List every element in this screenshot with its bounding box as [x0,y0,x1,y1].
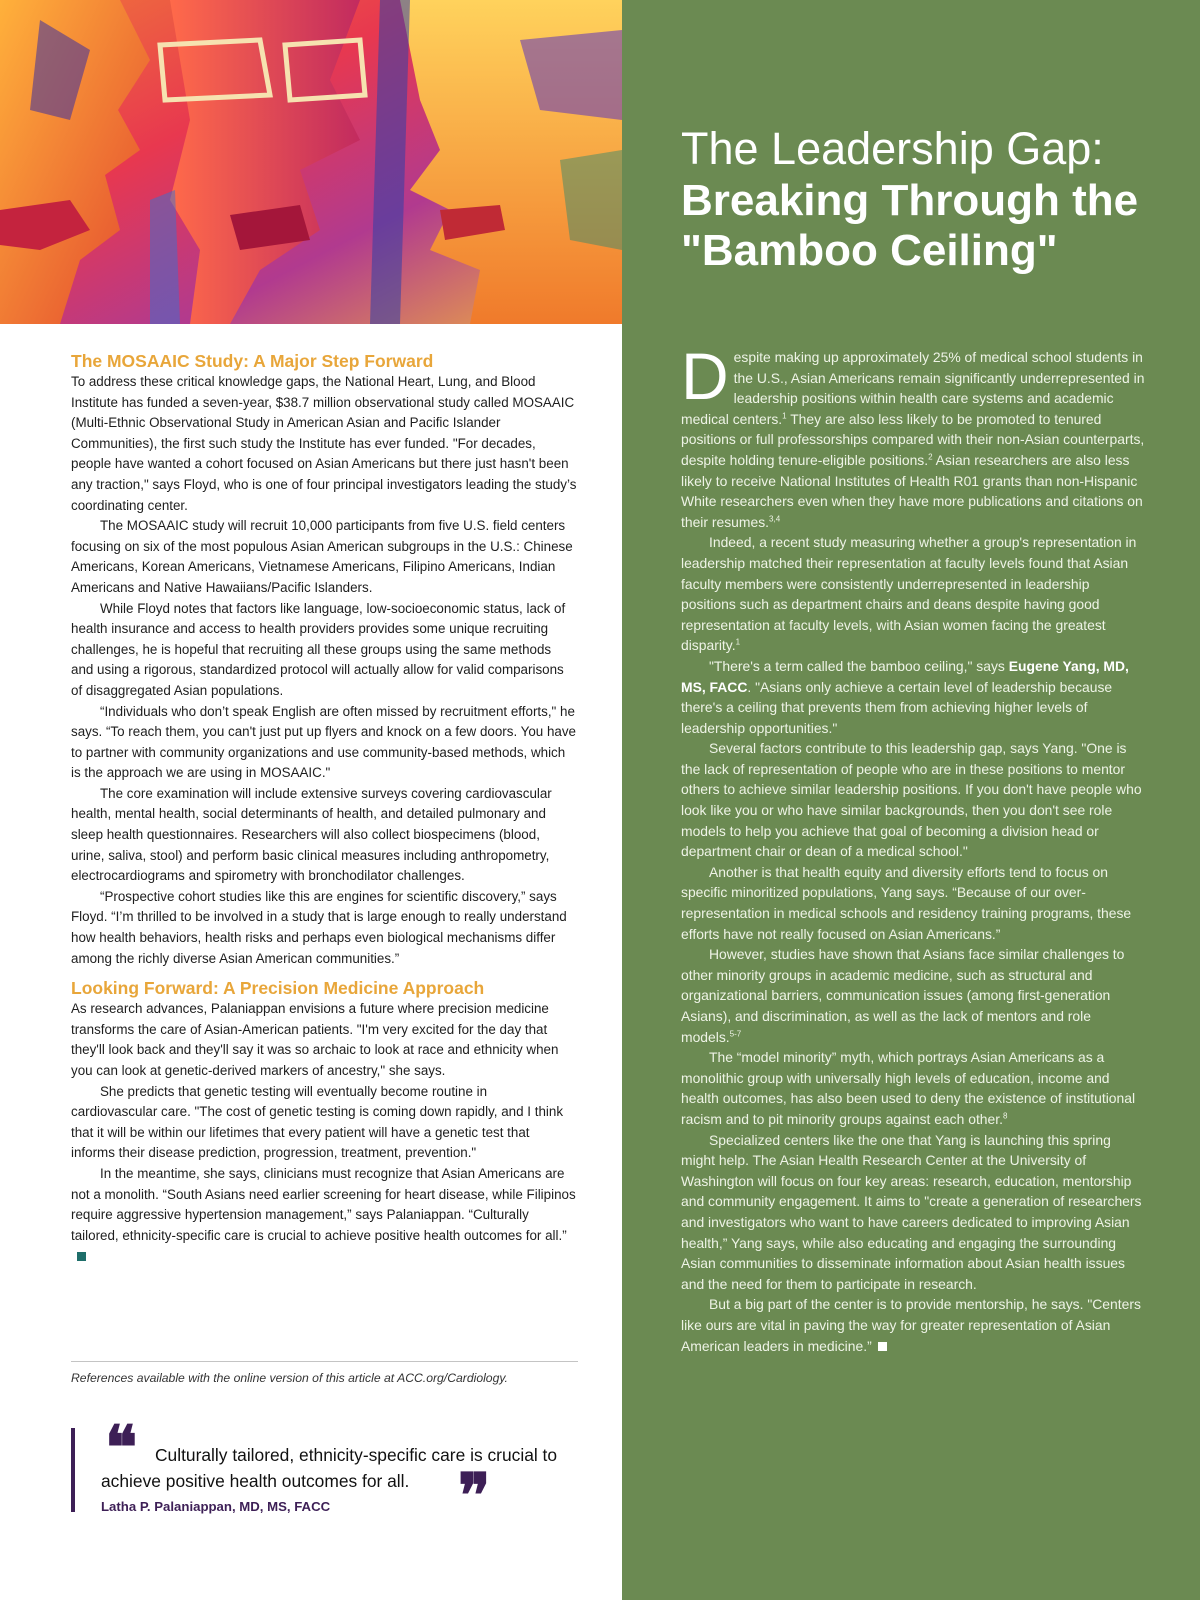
section-heading-looking-forward: Looking Forward: A Precision Medicine Approach [71,978,485,999]
paragraph: While Floyd notes that factors like language, low-socioeconomic status, lack of health insurance and access to health providers provides some unique recruiting challenges, he is hopeful that recruiting all these groups using the same methods and using a rigorous, standardized protocol will actually allow for valid comparisons of disaggregated Asian populations. [71,600,566,698]
pull-quote-text: Culturally tailored, ethnicity-specific care is crucial to achieve positive health outcomes for all. [101,1445,558,1491]
sidebar-title: The Leadership Gap: [681,123,1104,174]
sidebar-article-text [681,339,1147,1356]
paragraph-text: In the meantime, she says, clinicians must recognize that Asian Americans are not a monolith. “South Asians need earlier screening for heart disease, while Filipinos require aggressive hypertension management,” says Palaniappan. “Culturally tailored, ethnicity-specific care is crucial to achieve positive health outcomes for all.” [71,1165,576,1243]
hero-illustration [0,0,622,324]
person-name: Eugene Yang, MD, MS, FACC [681,657,1129,695]
references-note: References available with the online version of this article at ACC.org/Cardiology. [71,1371,508,1385]
paragraph: The “model minority” myth, which portrays Asian Americans as a monolithic group with universally high levels of education, income and health outcomes, has also been used to deny the existence of institutional racism and to pit minority groups against each other.$^8$ [681,1049,1136,1127]
paragraph: To address these critical knowledge gaps, the National Heart, Lung, and Blood Institute has funded a seven-year, $38.7 million observational study called MOSAAIC (Multi-Ethnic Observational Study in American Asian and Pacific Islander Communities), the first such study the Institute has ever funded. "For decades, people have wanted a cohort focused on Asian Americans but there just hasn't been any traction," says Floyd, who is one of four principal investigators leading the study’s coordinating center. [71,374,577,513]
section-heading-mosaaic: The MOSAAIC Study: A Major Step Forward [71,351,434,371]
paragraph: The MOSAAIC study will recruit 10,000 participants from five U.S. field centers focusing on six of the most populous Asian American subgroups in the U.S.: Chinese Americans, Korean Americans, Vietnamese Americans, Filipino Americans, Indian Americans and Native Hawaiians/Pacific Islanders. [71,518,573,595]
paragraph: As research advances, Palaniappan envisions a future where precision medicine transforms the care of Asian-American patients. "I'm very excited for the day that they'll look back and they'll say it was so archaic to look at race and ethnicity when you can look at genetic-derived markers of ancestry," she says. [71,1001,559,1078]
sidebar-subtitle: Breaking Through the "Bamboo Ceiling" [681,176,1139,275]
right-sidebar-panel [622,0,1200,1600]
left-article-text [71,350,577,1267]
end-mark-icon [878,1342,887,1351]
end-mark-icon [77,1252,86,1261]
paragraph: She predicts that genetic testing will eventually become routine in cardiovascular care. "The cost of genetic testing is coming down rapidly, and I think that it will be within our lifetimes that every patient will have a genetic test that informs their disease prediction, progression, treatment, prevention." [71,1083,564,1161]
paragraph: “Individuals who don’t speak English are often missed by recruitment efforts," he says. “To reach them, you can't just put up flyers and knock on a few doors. You have to partner with community organizations and use community-based methods, which is the approach we are using in MOSAAIC." [71,703,576,781]
paragraph: However, studies have shown that Asians face similar challenges to other minority groups in academic medicine, such as structural and organizational barriers, communication issues (among first-generation Asians), and discrimination, as well as the lack of mentors and role models.$^{5-7}$ [681,946,1125,1045]
paragraph [71,1164,577,1267]
close-quote-icon: ❞ [458,1461,491,1531]
paragraph: Several factors contribute to this leadership gap, says Yang. "One is the lack of representation of people who are in these positions to mentor others to achieve similar leadership positions. If you don't have people who look like you or who have similar backgrounds, then you don't see role models to help you achieve that goal of becoming a division head or department chair or dean of a medical school." [681,740,1142,860]
pull-quote-author: Latha P. Palaniappan, MD, MS, FACC [101,1499,331,1514]
paragraph: The core examination will include extensive surveys covering cardiovascular health, mental health, social determinants of health, and detailed pulmonary and sleep health questionnaires. Researchers will also collect biospecimens (blood, urine, saliva, stool) and perform basic clinical measures including anthropometry, electrocardiograms and spirometry with bronchodilator challenges. [71,785,552,884]
paragraph: “Prospective cohort studies like this are engines for scientific discovery,” says Floyd. “I’m thrilled to be involved in a study that is large enough to really understand how health behaviors, health risks and perhaps even biological mechanisms differ among the richly diverse Asian American communities.” [71,888,567,966]
illustration-faces-icon [0,0,622,324]
pull-quote [71,1413,595,1531]
paragraph: Another is that health equity and diversity efforts tend to focus on specific minoritized populations, Yang says. “Because of our over-representation in medical schools and residency training programs, these efforts have not really focused on Asian Americans.” [681,863,1132,942]
paragraph: But a big part of the center is to provide mentorship, he says. "Centers like ours are vital in paving the way for greater representation of Asian American leaders in medicine.” [681,1296,1141,1354]
divider [71,1361,578,1362]
paragraph: Indeed, a recent study measuring whether a group's representation in leadership matched their representation at faculty levels found that Asian faculty members were consistently underrepresented in leadership positions such as department chairs and deans despite having good representation at faculty levels, with Asian women facing the greatest disparity.$^1$ [681,534,1137,654]
paragraph: Despite making up approximately 25% of medical school students in the U.S., Asian Americans remain significantly underrepresented in leadership positions within health care systems and academic medical centers.$^1$ They are also less likely to be promoted to tenured positions or full professorships compared with their non-Asian counterparts, despite holding tenure-eligible positions.$^2$ Asian researchers are also less likely to receive National Institutes of Health R01 grants than non-Hispanic White researchers even when they have more publications and citations on their resumes.$^{3,4}$ [681,339,1145,530]
paragraph: "There's a term called the bamboo ceiling," says Eugene Yang, MD, MS, FACC. "Asians only achieve a certain level of leadership because there's a ceiling that prevents them from achieving higher levels of leadership opportunities." [681,657,1129,736]
drop-cap: D [681,339,729,413]
paragraph: Specialized centers like the one that Yang is launching this spring might help. The Asian Health Research Center at the University of Washington will focus on four key areas: research, education, mentorship and community engagement. It aims to "create a generation of researchers and investigators who want to have careers dedicated to improving Asian health,” Yang says, while also educating and engaging the surrounding Asian communities to disseminate information about Asian health issues and the need for them to participate in research. [681,1131,1142,1292]
open-quote-icon: ❝ [105,1413,138,1483]
